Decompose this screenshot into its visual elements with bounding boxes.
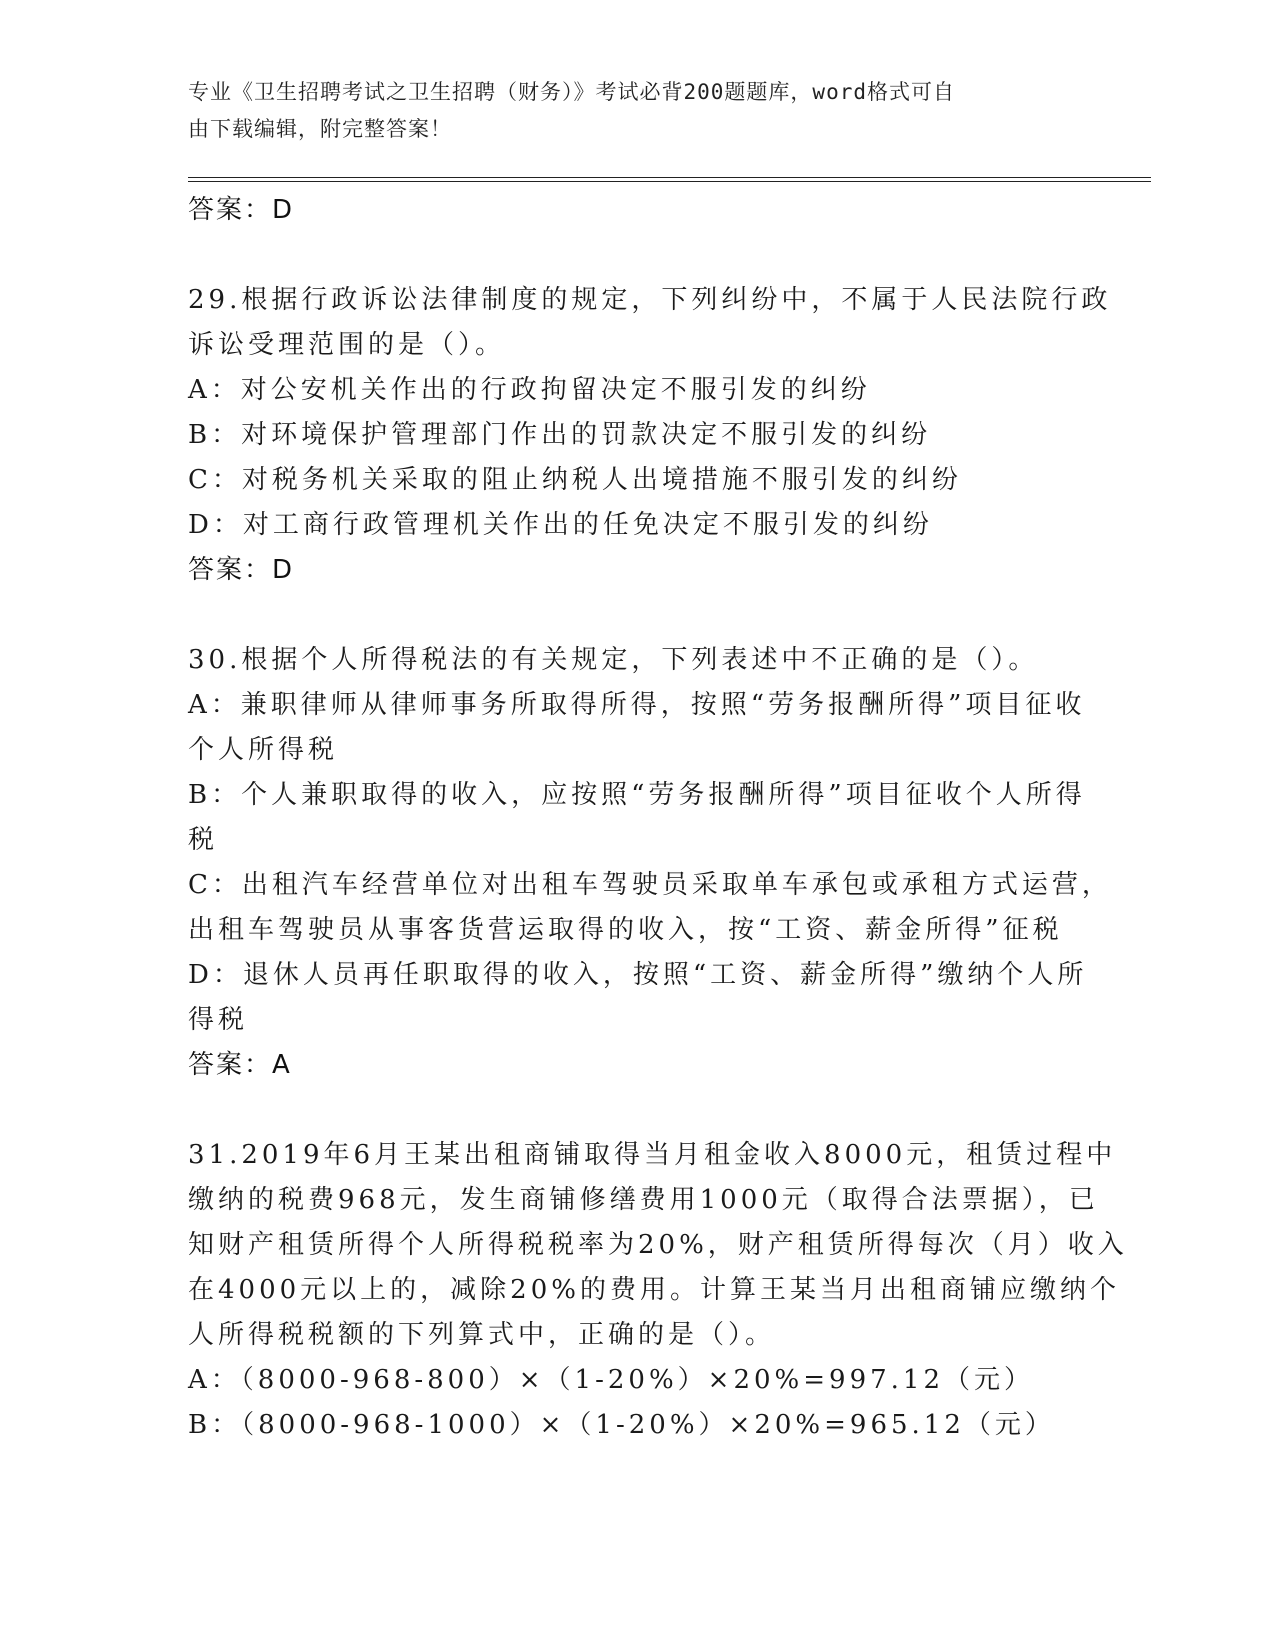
spacer bbox=[188, 1088, 1088, 1133]
question-30-option-c-line-2: 出租车驾驶员从事客货营运取得的收入，按“工资、薪金所得”征税 bbox=[188, 915, 1063, 945]
question-30 bbox=[188, 638, 1112, 1088]
previous-answer: 答案：D bbox=[188, 195, 295, 225]
question-30-option-c-line-1: C：出租汽车经营单位对出租车驾驶员采取单车承包或承租方式运营， bbox=[188, 870, 1112, 900]
header-rule-bottom bbox=[188, 181, 1151, 182]
question-30-option-b-line-1: B：个人兼职取得的收入，应按照“劳务报酬所得”项目征收个人所得 bbox=[188, 780, 1086, 810]
question-31-option-b: B：（8000-968-1000）×（1-20%）×20%=965.12（元） bbox=[188, 1410, 1055, 1440]
question-31-option-a: A：（8000-968-800）×（1-20%）×20%=997.12（元） bbox=[188, 1365, 1035, 1395]
question-31-stem-line-5: 人所得税税额的下列算式中，正确的是（）。 bbox=[188, 1320, 776, 1350]
question-29-option-a: A：对公安机关作出的行政拘留决定不服引发的纠纷 bbox=[188, 375, 871, 405]
spacer bbox=[188, 233, 1088, 278]
question-31-stem-line-4: 在4000元以上的，减除20%的费用。计算王某当月出租商铺应缴纳个 bbox=[188, 1275, 1120, 1305]
document-body bbox=[188, 188, 1128, 1448]
question-31-stem-line-2: 缴纳的税费968元，发生商铺修缮费用1000元（取得合法票据），已 bbox=[188, 1185, 1099, 1215]
question-30-option-d-line-1: D：退休人员再任职取得的收入，按照“工资、薪金所得”缴纳个人所 bbox=[188, 960, 1088, 990]
question-30-answer: 答案：A bbox=[188, 1050, 292, 1080]
question-29-answer: 答案：D bbox=[188, 555, 295, 585]
question-29-option-b: B：对环境保护管理部门作出的罚款决定不服引发的纠纷 bbox=[188, 420, 932, 450]
document-header bbox=[188, 74, 1068, 148]
question-31 bbox=[188, 1133, 1128, 1448]
question-31-stem-line-1: 31.2019年6月王某出租商铺取得当月租金收入8000元，租赁过程中 bbox=[188, 1140, 1117, 1170]
question-29-option-d: D：对工商行政管理机关作出的任免决定不服引发的纠纷 bbox=[188, 510, 933, 540]
question-29-stem-line-1: 29.根据行政诉讼法律制度的规定，下列纠纷中，不属于人民法院行政 bbox=[188, 285, 1112, 315]
question-30-option-b-line-2: 税 bbox=[188, 825, 219, 855]
question-30-option-a-line-1: A：兼职律师从律师事务所取得所得，按照“劳务报酬所得”项目征收 bbox=[188, 690, 1086, 720]
header-line-1: 专业《卫生招聘考试之卫生招聘（财务）》考试必背200题题库，word格式可自 bbox=[188, 80, 955, 104]
question-29-stem-line-2: 诉讼受理范围的是（）。 bbox=[188, 330, 506, 360]
question-30-stem: 30.根据个人所得税法的有关规定，下列表述中不正确的是（）。 bbox=[188, 645, 1039, 675]
header-rule-top bbox=[188, 177, 1151, 178]
spacer bbox=[188, 593, 1088, 638]
question-30-option-d-line-2: 得税 bbox=[188, 1005, 249, 1035]
question-31-stem-line-3: 知财产租赁所得个人所得税税率为20%，财产租赁所得每次（月）收入 bbox=[188, 1230, 1128, 1260]
header-line-2: 由下载编辑，附完整答案！ bbox=[188, 117, 452, 141]
question-29-option-c: C：对税务机关采取的阻止纳税人出境措施不服引发的纠纷 bbox=[188, 465, 962, 495]
question-29 bbox=[188, 278, 1112, 593]
question-30-option-a-line-2: 个人所得税 bbox=[188, 735, 339, 765]
